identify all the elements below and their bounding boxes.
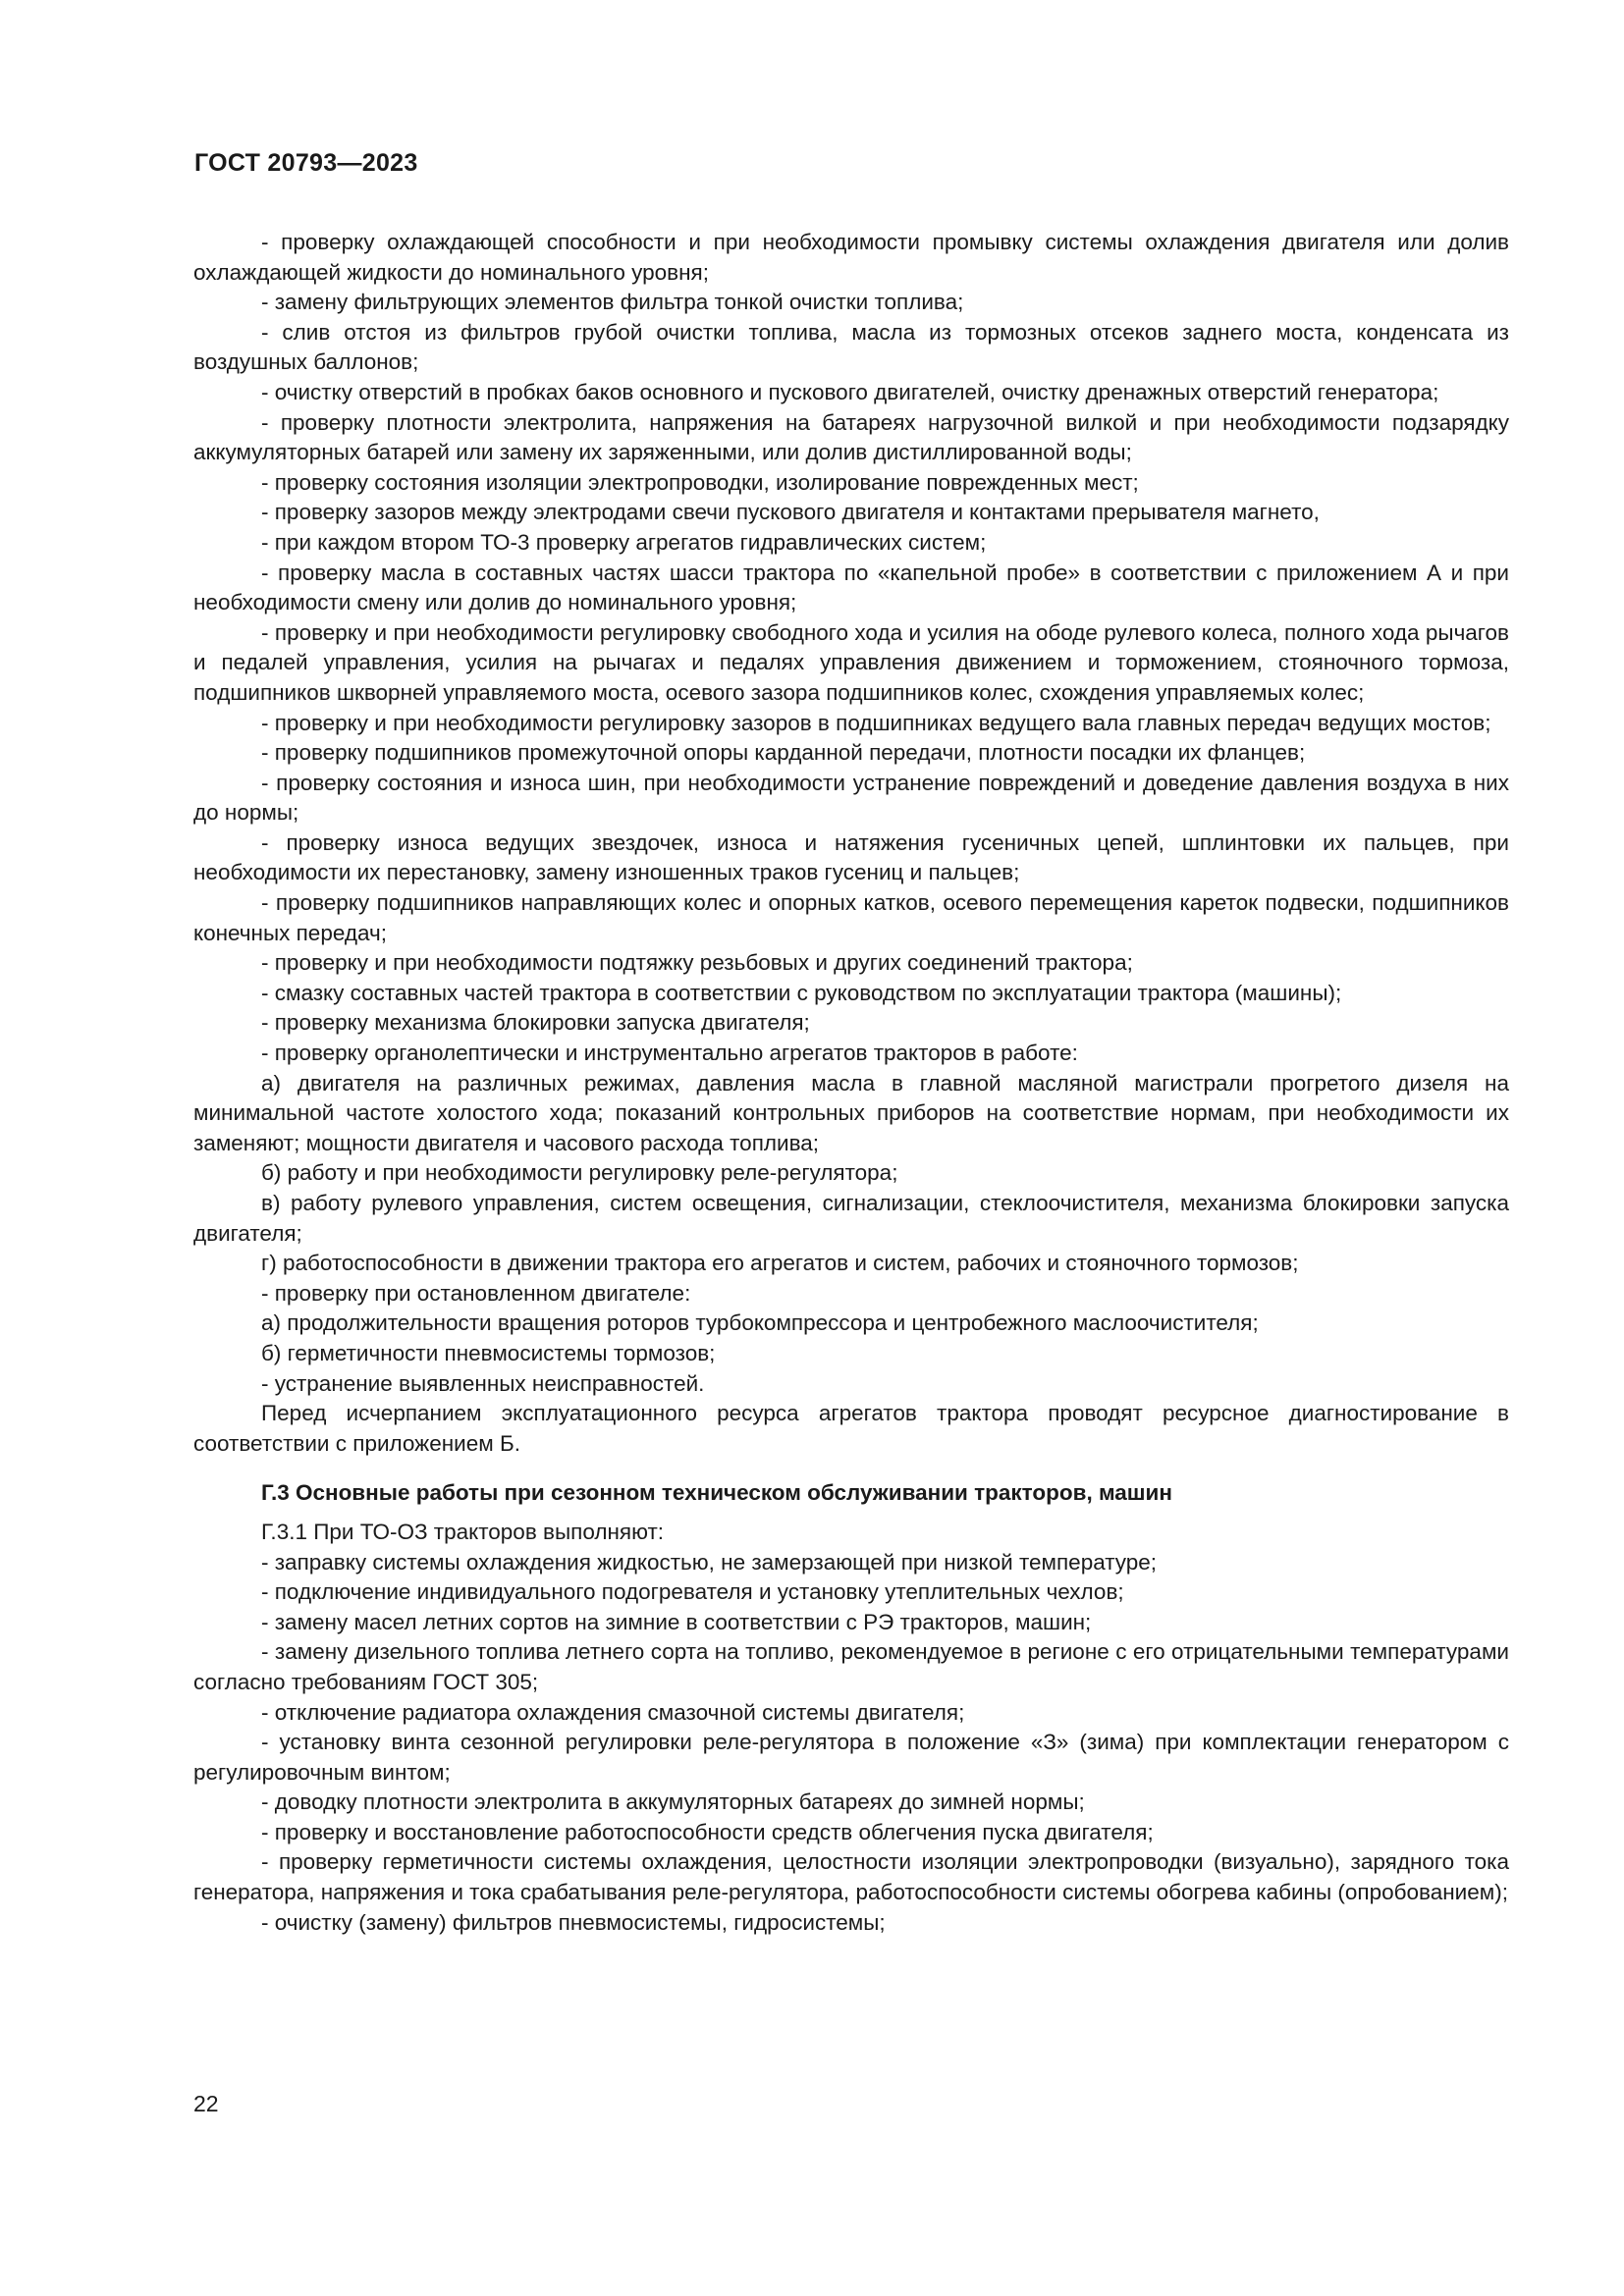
paragraph: - проверку органолептически и инструментально агрегатов тракторов в работе: [261, 1041, 1078, 1066]
paragraph: - проверку износа ведущих звездочек, износа и натяжения гусеничных цепей, шплинтовки их пальцев, при необходимости их перестановку, замену изношенных траков гусениц и пальцев; [193, 829, 1509, 885]
paragraph: - доводку плотности электролита в аккумуляторных батареях до зимней нормы; [261, 1789, 1085, 1815]
paragraph: Г.3.1 При ТО-ОЗ тракторов выполняют: [261, 1519, 665, 1544]
paragraph: - проверку состояния и износа шин, при необходимости устранение повреждений и доведение давления воздуха в них до нормы; [193, 770, 1509, 826]
paragraph: г) работоспособности в движении трактора его агрегатов и систем, рабочих и стояночного тормозов; [261, 1251, 1299, 1276]
paragraph: - подключение индивидуального подогревателя и установку утеплительных чехлов; [261, 1579, 1124, 1605]
paragraph: - замену дизельного топлива летнего сорта на топливо, рекомендуемое в регионе с его отрицательными температурами согласно требованиям ГОСТ 305; [193, 1639, 1509, 1694]
paragraph: - установку винта сезонной регулировки реле-регулятора в положение «З» (зима) при комплектации генератором с регулировочным винтом; [193, 1730, 1509, 1785]
paragraph: Перед исчерпанием эксплуатационного ресурса агрегатов трактора проводят ресурсное диагностирование в соответствии с приложением Б. [193, 1401, 1509, 1456]
paragraph: - очистку (замену) фильтров пневмосистемы, гидросистемы; [261, 1909, 886, 1935]
paragraph: - проверку и при необходимости регулировку зазоров в подшипниках ведущего вала главных передач ведущих мостов; [261, 710, 1491, 735]
paragraph: - замену фильтрующих элементов фильтра тонкой очистки топлива; [261, 290, 964, 315]
paragraph: - проверку плотности электролита, напряжения на батареях нагрузочной вилкой и при необходимости подзарядку аккумуляторных батарей или замену их заряженными, или долив дистиллированной воды; [193, 409, 1509, 465]
document-header: ГОСТ 20793—2023 [194, 149, 418, 177]
paragraph: - замену масел летних сортов на зимние в соответствии с РЭ тракторов, машин; [261, 1609, 1092, 1634]
document-body [193, 228, 1509, 1938]
paragraph: а) продолжительности вращения роторов турбокомпрессора и центробежного маслоочистителя; [261, 1310, 1259, 1336]
paragraph: б) работу и при необходимости регулировку реле-регулятора; [261, 1160, 898, 1186]
page-number: 22 [193, 2091, 219, 2116]
paragraph: - очистку отверстий в пробках баков основного и пускового двигателей, очистку дренажных отверстий генератора; [261, 379, 1439, 404]
paragraph: - отключение радиатора охлаждения смазочной системы двигателя; [261, 1699, 965, 1725]
paragraph: - проверку механизма блокировки запуска двигателя; [261, 1010, 810, 1036]
paragraph: - заправку системы охлаждения жидкостью, не замерзающей при низкой температуре; [261, 1549, 1158, 1575]
paragraph: - проверку зазоров между электродами свечи пускового двигателя и контактами прерывателя магнето, [261, 500, 1320, 525]
paragraph: в) работу рулевого управления, систем освещения, сигнализации, стеклоочистителя, механизма блокировки запуска двигателя; [193, 1191, 1509, 1246]
paragraph: - смазку составных частей трактора в соответствии с руководством по эксплуатации трактора (машины); [261, 980, 1342, 1005]
paragraph: - проверку масла в составных частях шасси трактора по «капельной пробе» в соответствии с приложением А и при необходимости смену или долив до номинального уровня; [193, 560, 1509, 615]
paragraph: - проверку подшипников промежуточной опоры карданной передачи, плотности посадки их фланцев; [261, 740, 1306, 766]
paragraph: а) двигателя на различных режимах, давления масла в главной масляной магистрали прогретого дизеля на минимальной частоте холостого хода; показаний контрольных приборов на соответствие нормам, при необходимости их заменяют; мощности двигателя и часового расхода топлива; [193, 1070, 1509, 1155]
paragraph: - устранение выявленных неисправностей. [261, 1370, 705, 1396]
paragraph: - проверку и при необходимости регулировку свободного хода и усилия на ободе рулевого колеса, полного хода рычагов и педалей управления, усилия на рычагах и педалях управления движением и торможением, стояночного тормоза, подшипников шкворней управляемого моста, осевого зазора подшипников колес, схождения управляемых колес; [193, 619, 1509, 705]
paragraph: б) герметичности пневмосистемы тормозов; [261, 1340, 716, 1365]
paragraph: - проверку охлаждающей способности и при необходимости промывку системы охлаждения двигателя или долив охлаждающей жидкости до номинального уровня; [193, 230, 1509, 285]
paragraph: - при каждом втором ТО-3 проверку агрегатов гидравлических систем; [261, 529, 987, 555]
paragraph: - проверку и восстановление работоспособности средств облегчения пуска двигателя; [261, 1819, 1154, 1844]
section-heading: Г.3 Основные работы при сезонном техническом обслуживании тракторов, машин [261, 1480, 1172, 1506]
paragraph: - проверку при остановленном двигателе: [261, 1280, 691, 1306]
paragraph: - проверку подшипников направляющих колес и опорных катков, осевого перемещения кареток подвески, подшипников конечных передач; [193, 890, 1509, 945]
paragraph: - проверку герметичности системы охлаждения, целостности изоляции электропроводки (визуально), зарядного тока генератора, напряжения и тока срабатывания реле-регулятора, работоспособности системы обогрева кабины (опробованием); [193, 1849, 1509, 1905]
paragraph: - проверку и при необходимости подтяжку резьбовых и других соединений трактора; [261, 950, 1133, 976]
paragraph: - слив отстоя из фильтров грубой очистки топлива, масла из тормозных отсеков заднего моста, конденсата из воздушных баллонов; [193, 319, 1509, 375]
paragraph: - проверку состояния изоляции электропроводки, изолирование поврежденных мест; [261, 469, 1139, 495]
